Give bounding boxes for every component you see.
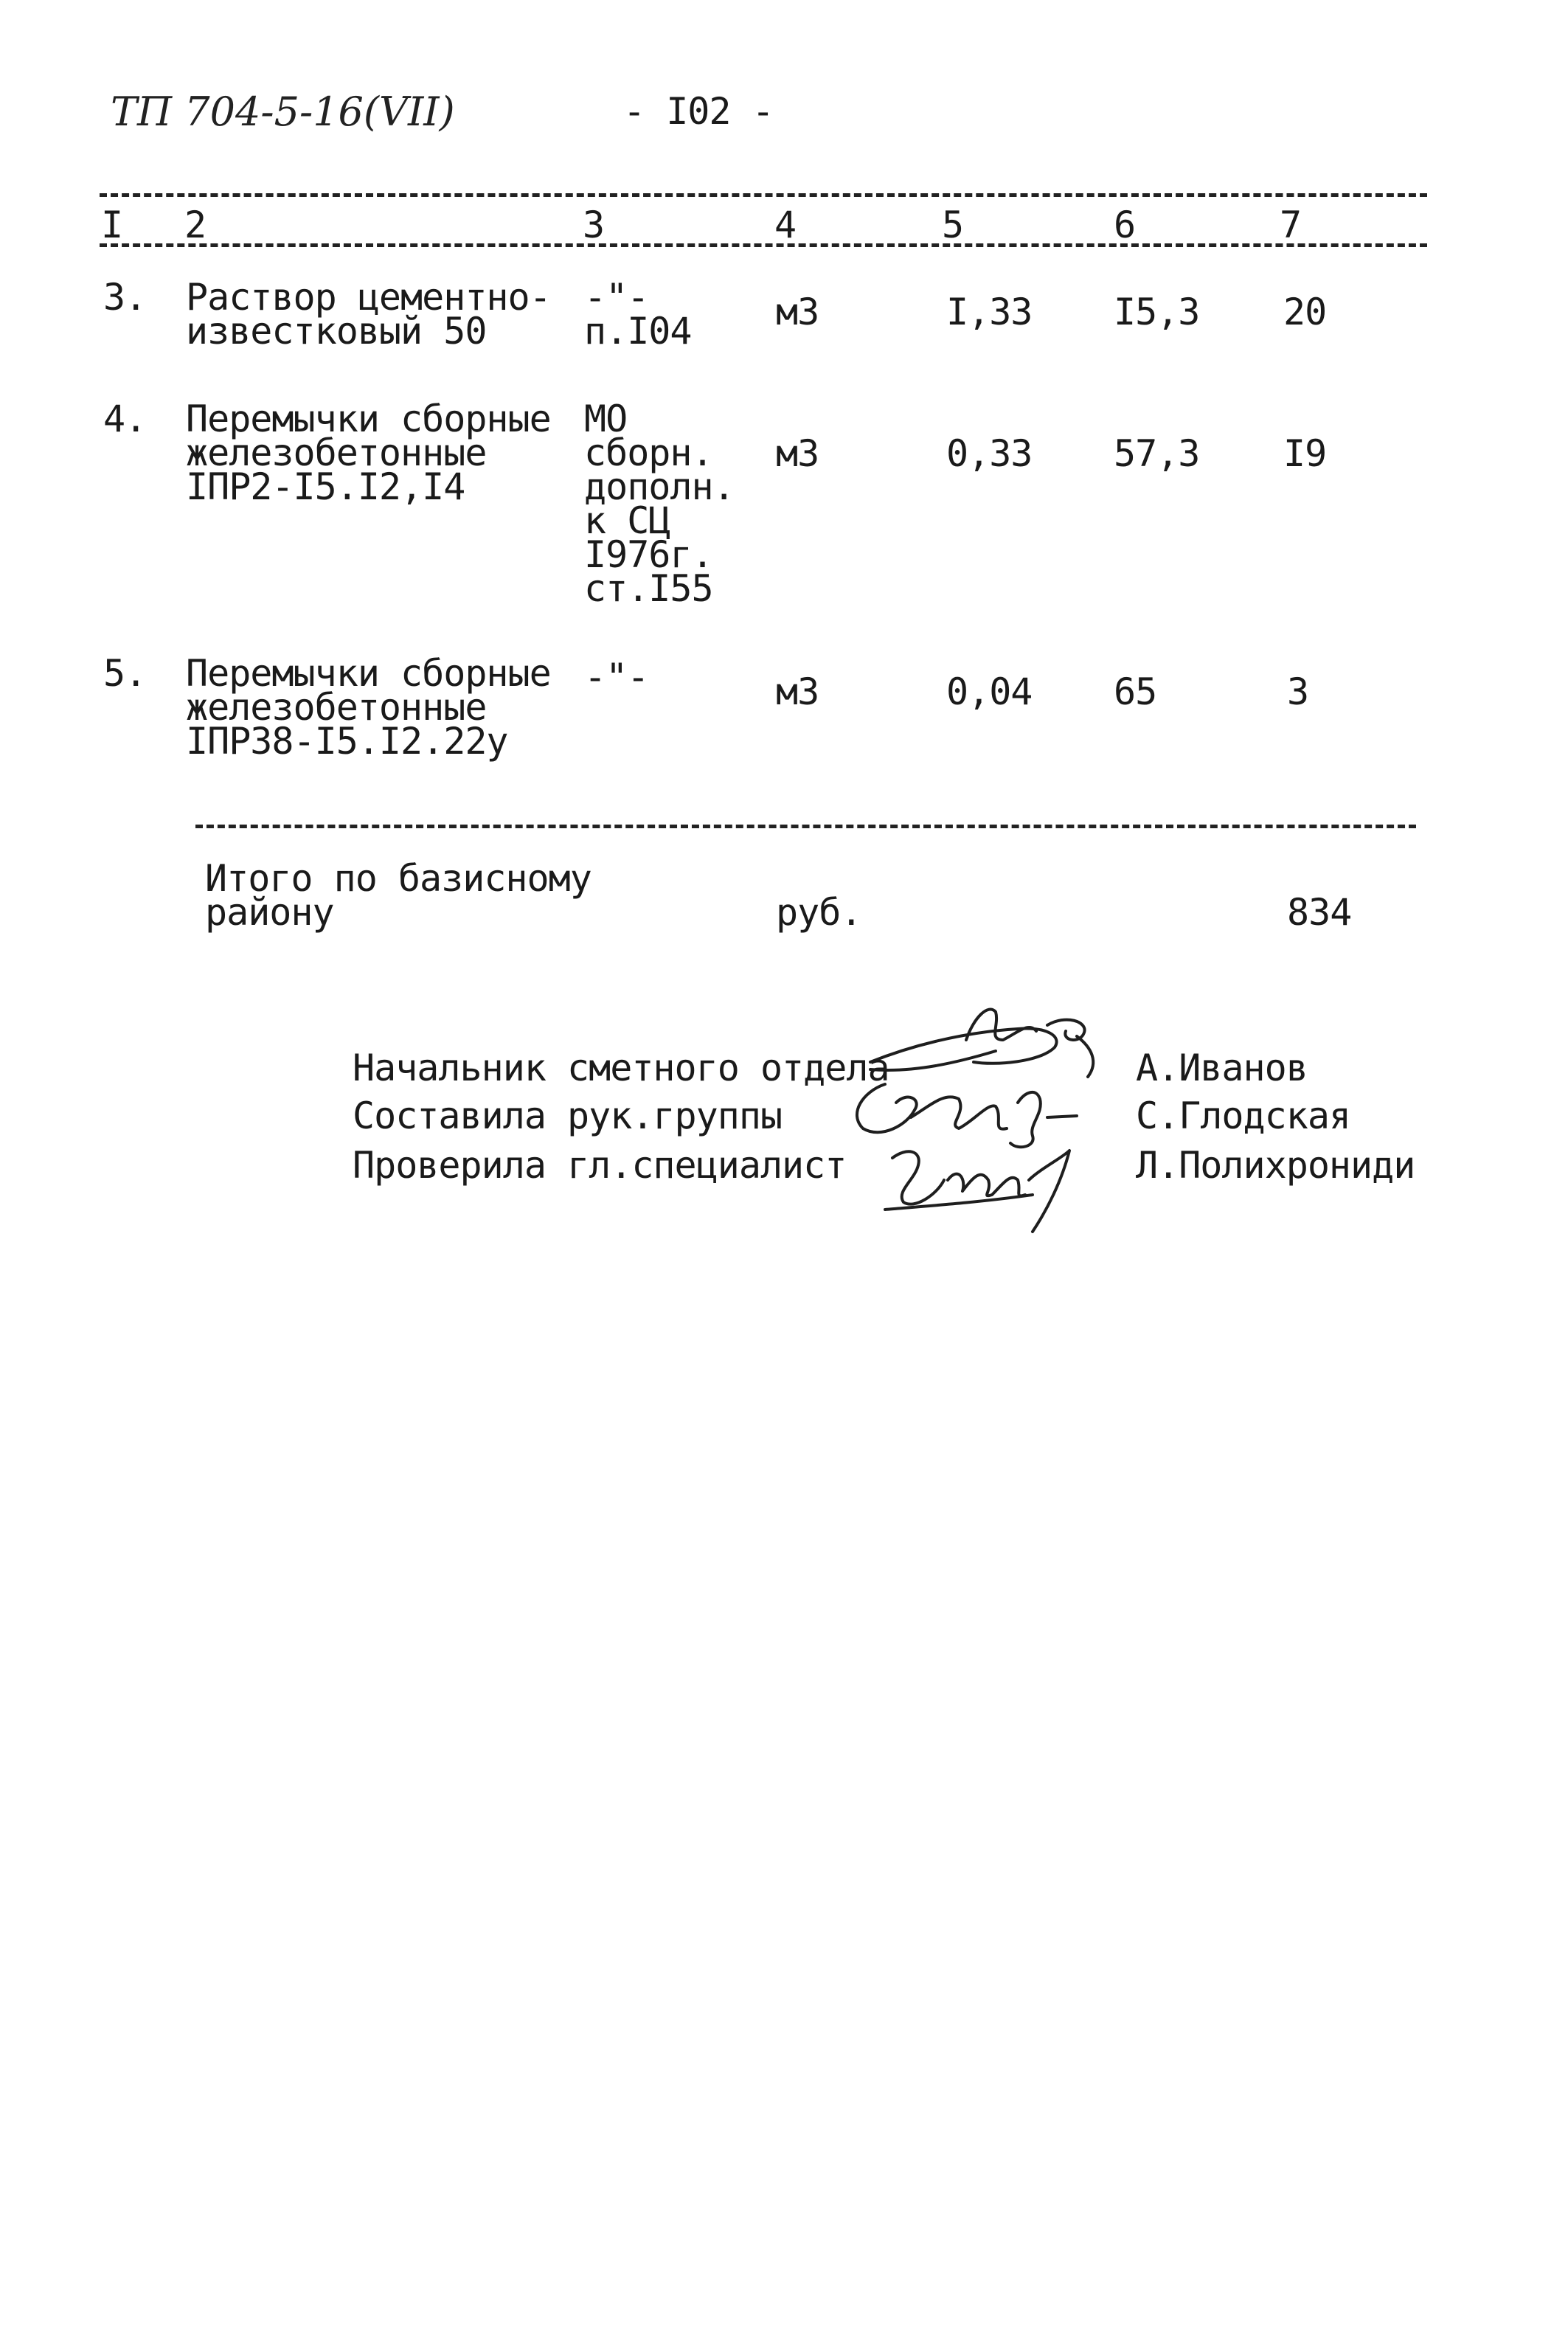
name-line: IПР38-I5.I2.22у bbox=[186, 720, 508, 763]
row-total: I9 bbox=[1283, 432, 1327, 475]
source-line: п.I04 bbox=[584, 310, 692, 353]
row-quantity: 0,33 bbox=[946, 432, 1033, 475]
column-number: 2 bbox=[184, 204, 207, 246]
column-number: 7 bbox=[1280, 204, 1302, 246]
row-unit: м3 bbox=[776, 432, 819, 475]
signature-role: Составила рук.группы bbox=[353, 1095, 783, 1137]
row-number: 3. bbox=[103, 276, 147, 319]
source-line: -"- bbox=[584, 656, 649, 698]
source-line: I976г. bbox=[584, 533, 713, 576]
row-number: 4. bbox=[103, 398, 147, 440]
name-line: Перемычки сборные bbox=[186, 652, 551, 695]
name-line: известковый 50 bbox=[186, 310, 487, 353]
summary-unit: руб. bbox=[776, 891, 862, 934]
summary-label-line: Итого по базисному bbox=[205, 857, 592, 900]
source-line: дополн. bbox=[584, 465, 735, 508]
document-code: ТП 704-5-16(VII) bbox=[111, 89, 455, 135]
row-number: 5. bbox=[103, 652, 147, 695]
summary-total: 834 bbox=[1287, 891, 1352, 934]
name-line: Раствор цементно- bbox=[186, 276, 551, 319]
row-price: I5,3 bbox=[1114, 291, 1200, 333]
signature-name: С.Глодская bbox=[1136, 1095, 1351, 1137]
row-price: 65 bbox=[1114, 670, 1157, 713]
name-line: железобетонные bbox=[186, 431, 487, 474]
name-line: IПР2-I5.I2,I4 bbox=[186, 465, 465, 508]
name-line: железобетонные bbox=[186, 686, 487, 729]
row-unit: м3 bbox=[776, 291, 819, 333]
signature-role: Начальник сметного отдела bbox=[353, 1047, 889, 1089]
row-total: 3 bbox=[1287, 670, 1309, 713]
row-unit: м3 bbox=[776, 670, 819, 713]
row-quantity: I,33 bbox=[946, 291, 1033, 333]
source-line: -"- bbox=[584, 276, 649, 319]
source-line: ст.I55 bbox=[584, 567, 713, 610]
name-line: Перемычки сборные bbox=[186, 398, 551, 440]
page-number: - I02 - bbox=[623, 90, 774, 133]
source-line: МО bbox=[584, 398, 628, 440]
column-number: 5 bbox=[942, 204, 964, 246]
row-total: 20 bbox=[1283, 291, 1327, 333]
column-number: 4 bbox=[774, 204, 797, 246]
row-price: 57,3 bbox=[1114, 432, 1200, 475]
column-number: 6 bbox=[1114, 204, 1136, 246]
summary-label-line: району bbox=[205, 891, 334, 934]
column-number: 3 bbox=[583, 204, 605, 246]
source-line: сборн. bbox=[584, 431, 713, 474]
signature-role: Проверила гл.специалист bbox=[353, 1144, 847, 1187]
signature-name: А.Иванов bbox=[1136, 1047, 1308, 1089]
column-number: I bbox=[101, 204, 123, 246]
source-line: к СЦ bbox=[584, 499, 670, 542]
row-quantity: 0,04 bbox=[946, 670, 1033, 713]
signature-name: Л.Полихрониди bbox=[1136, 1144, 1415, 1187]
